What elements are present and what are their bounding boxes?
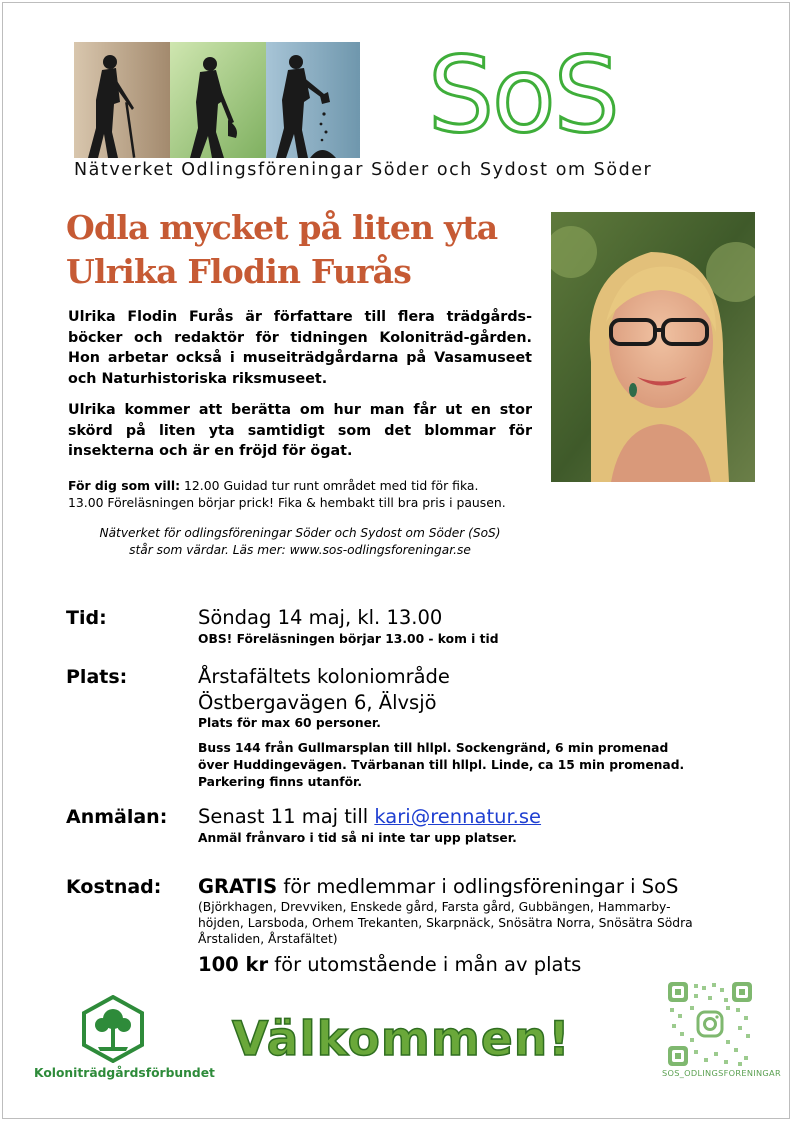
member-list-3: Årstaliden, Årstafältet) [198,932,338,946]
gardener-silhouette-image-2 [170,42,266,158]
anmalan-note: Anmäl frånvaro i tid så ni inte tar upp platser. [198,831,517,845]
plats-line-2: Östbergavägen 6, Älvsjö [198,691,437,714]
anmalan-prefix: Senast 11 maj till [198,805,375,828]
plats-transport-3: Parkering finns utanför. [198,775,363,789]
sos-logo: SoS [428,34,618,156]
schedule-line-1 [68,477,478,495]
member-list-2: höjden, Larsboda, Orhem Trekanten, Skarpnäck, Snösätra Norra, Snösätra Södra [198,916,693,930]
price-amount: 100 kr [198,953,269,976]
intro-paragraph-1: Ulrika Flodin Furås är författare till flera trädgårds-böcker och redaktör för tidningen Koloniträd-gården. Hon arbetar också i museiträdgårdarna på Vasamuseet och Naturhistoriska riksmuseet. [68,309,532,387]
kostnad-label: Kostnad: [66,876,162,898]
intro-paragraph-2: Ulrika kommer att berätta om hur man får ut en stor skörd på liten yta samtidigt som det blommar för insekterna och är en fröjd för ögat. [68,402,532,459]
schedule-line-2: 13.00 Föreläsningen börjar prick! Fika & hembakt till bra pris i pausen. [68,495,506,510]
network-name: Nätverket Odlingsföreningar Söder och Sydost om Söder [74,160,653,180]
member-list-1: (Björkhagen, Drevviken, Enskede gård, Farsta gård, Gubbängen, Hammarby- [198,900,671,914]
plats-transport-2: över Huddingevägen. Tvärbanan till hllpl. Linde, ca 15 min promenad. [198,758,685,772]
tid-value: Söndag 14 maj, kl. 13.00 [198,606,443,629]
qr-caption: SOS_ODLINGSFORENINGAR [662,1068,781,1078]
speaker-portrait [551,212,755,482]
plats-label: Plats: [66,666,128,688]
event-title: Odla mycket på liten yta [66,208,498,247]
schedule-lead: För dig som vill: [68,478,181,493]
welcome-text: Välkommen! [232,1012,571,1067]
qr-code-icon[interactable] [664,978,756,1070]
anmalan-value [198,805,541,828]
schedule-tour: 12.00 Guidad tur runt området med tid för fika. [180,478,479,493]
host-note-line-2: står som värdar. Läs mer: www.sos-odlingsforeningar.se [129,543,471,557]
koloni-name: Koloniträdgårdsförbundet [34,1066,215,1080]
email-link[interactable]: kari@rennatur.se [374,805,542,828]
plats-capacity: Plats för max 60 personer. [198,716,381,730]
host-note-line-1: Nätverket för odlingsföreningar Söder och Sydost om Söder (SoS) [99,526,501,540]
tid-label: Tid: [66,607,107,629]
speaker-name: Ulrika Flodin Furås [66,252,412,291]
kostnad-free-rest: för medlemmar i odlingsföreningar i SoS [277,875,679,898]
koloni-tree-logo-icon [80,995,146,1063]
price-rest: för utomstående i mån av plats [268,953,582,976]
kostnad-free [198,875,678,898]
gratis-text: GRATIS [198,875,278,898]
gardener-silhouette-image-3 [266,42,360,158]
tid-note: OBS! Föreläsningen börjar 13.00 - kom i tid [198,632,499,646]
kostnad-price [198,953,581,976]
plats-line-1: Årstafältets koloniområde [198,665,450,688]
anmalan-label: Anmälan: [66,806,168,828]
plats-transport-1: Buss 144 från Gullmarsplan till hllpl. Sockengränd, 6 min promenad [198,741,669,755]
gardener-silhouette-image-1 [74,42,170,158]
